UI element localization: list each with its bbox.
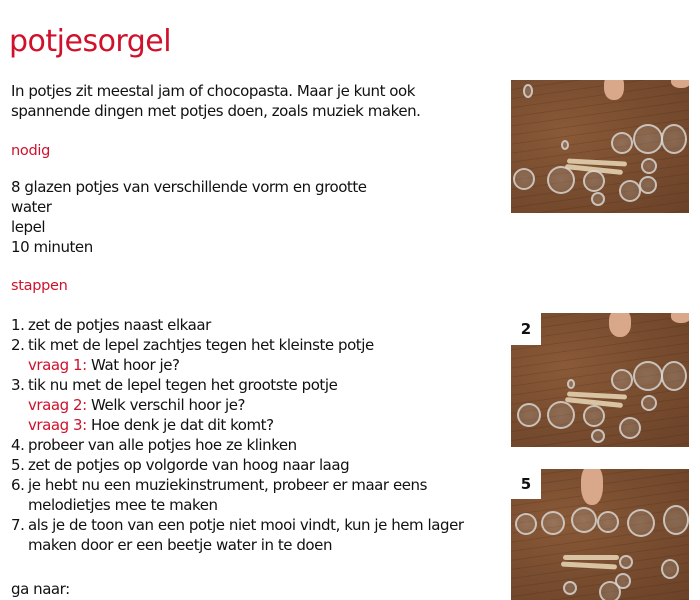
question-text: Hoe denk je dat dit komt? [91, 416, 274, 434]
jar-image [513, 168, 535, 190]
question-label: vraag 2: [28, 396, 87, 414]
step-item [11, 475, 491, 515]
jar-image [627, 509, 655, 537]
needs-item: 8 glazen potjes van verschillende vorm en grootte [11, 178, 367, 196]
step-number: 7. [11, 516, 25, 534]
jar-image [547, 401, 575, 429]
intro-paragraph [11, 81, 491, 121]
step-number: 5. [11, 456, 25, 474]
question [28, 415, 491, 435]
jar-image [563, 581, 577, 595]
step-number: 6. [11, 476, 25, 494]
jar-image [611, 132, 633, 154]
steps-list [11, 315, 491, 555]
jar-image [599, 581, 621, 600]
step-item [11, 335, 491, 375]
question [28, 395, 491, 415]
step-item [11, 315, 491, 335]
step-number-badge: 2 [511, 313, 541, 345]
jar-image [641, 158, 657, 174]
spoon-image [523, 84, 533, 98]
step-number: 3. [11, 376, 25, 394]
step-text: probeer van alle potjes hoe ze klinken [28, 436, 297, 454]
step-text: je hebt nu een muziekinstrument, probeer er maar eens [28, 476, 427, 494]
step-text: tik nu met de lepel tegen het grootste potje [28, 376, 338, 394]
jar-image [633, 361, 663, 391]
mallet-image [563, 555, 619, 560]
jar-image [567, 379, 575, 389]
jar-image [515, 513, 537, 535]
hand-image [581, 469, 603, 505]
hand-image [609, 313, 631, 337]
step-item [11, 375, 491, 435]
jar-image [571, 507, 597, 533]
jar-image [619, 180, 641, 202]
step-text: als je de toon van een potje niet mooi vindt, kun je hem lager [28, 516, 464, 534]
jar-image [661, 361, 687, 391]
jar-image [591, 192, 605, 206]
jar-image [663, 505, 689, 535]
jar-image [583, 405, 605, 427]
step-number-badge: 5 [511, 469, 541, 499]
jar-image [633, 124, 663, 154]
jar-image [597, 511, 619, 533]
needs-heading: nodig [11, 143, 50, 159]
step-number: 2. [11, 336, 25, 354]
photo-step-5 [511, 469, 689, 600]
jar-image [639, 176, 657, 194]
photo-jars-table [511, 80, 689, 213]
jar-image [619, 417, 641, 439]
step-item [11, 435, 491, 455]
jar-image [591, 429, 605, 443]
question-text: Wat hoor je? [91, 356, 180, 374]
step-text: zet de potjes naast elkaar [28, 316, 211, 334]
step-text: tik met de lepel zachtjes tegen het kleinste potje [28, 336, 374, 354]
question [28, 355, 491, 375]
jar-image [619, 555, 633, 569]
needs-list [11, 177, 367, 257]
hand-image [604, 80, 624, 100]
question-text: Welk verschil hoor je? [91, 396, 246, 414]
step-text-continued: maken door er een beetje water in te doen [28, 536, 332, 554]
step-number: 4. [11, 436, 25, 454]
jar-image [661, 559, 679, 579]
jar-image [611, 369, 633, 391]
jar-image [661, 124, 687, 154]
step-item [11, 455, 491, 475]
steps-heading: stappen [11, 278, 68, 294]
page-title: potjesorgel [9, 24, 172, 59]
mallet-image [561, 562, 617, 570]
step-number: 1. [11, 316, 25, 334]
goto-label: ga naar: [11, 580, 70, 598]
step-text: zet de potjes op volgorde van hoog naar laag [28, 456, 350, 474]
question-label: vraag 1: [28, 356, 87, 374]
needs-item: lepel [11, 218, 46, 236]
jar-image [561, 140, 569, 150]
hand-image [671, 313, 689, 323]
needs-item: water [11, 198, 52, 216]
needs-item: 10 minuten [11, 238, 93, 256]
photo-step-2 [511, 313, 689, 447]
intro-line-1: In potjes zit meestal jam of chocopasta. Maar je kunt ook [11, 82, 416, 100]
intro-line-2: spannende dingen met potjes doen, zoals muziek maken. [11, 102, 421, 120]
jar-image [641, 395, 657, 411]
hand-image [671, 80, 689, 88]
step-text-continued: melodietjes mee te maken [28, 496, 218, 514]
jar-image [541, 511, 565, 535]
jar-image [583, 170, 605, 192]
jar-image [517, 403, 541, 427]
question-label: vraag 3: [28, 416, 87, 434]
jar-image [547, 166, 575, 194]
step-item [11, 515, 491, 555]
